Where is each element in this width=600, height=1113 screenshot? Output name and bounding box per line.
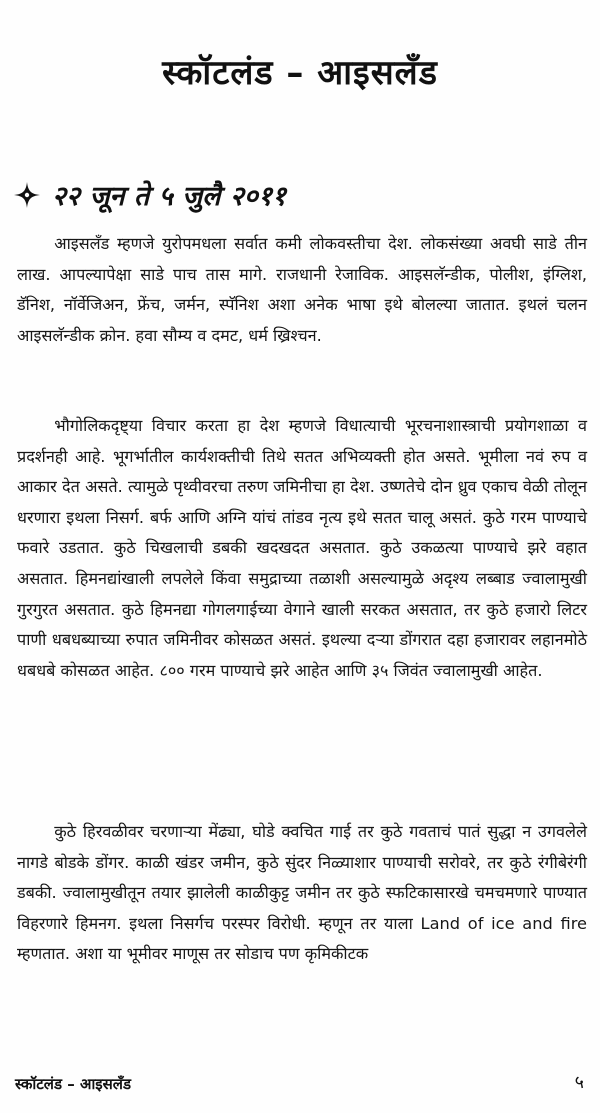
paragraph-block-2: [17, 411, 587, 686]
running-footer-title: स्कॉटलंड – आइसलँड: [15, 1075, 131, 1093]
paragraph-block-1: [17, 229, 587, 351]
paragraph: कुठे हिरवळीवर चरणाऱ्या मेंढ्या, घोडे क्वचित गाई तर कुठे गवताचं पातं सुद्धा न उगवलेले नागडे बोडके डोंगर. काळी खंडर जमीन, कुठे सुंदर निळ्याशार पाण्याची सरोवरे, तर कुठे रंगीबेरंगी डबकी. ज्वालामुखीतून तयार झालेली काळीकुट्ट जमीन तर कुठे स्फटिकासारखे चमचमणारे पाण्यात विहरणारे हिमनग. इथला निसर्गच परस्पर विरोधी. म्हणून तर याला Land of ice and fire म्हणतात. अशा या भूमीवर माणूस तर सोडाच पण कृमिकीटक: [17, 822, 587, 964]
date-heading: [14, 176, 286, 213]
page-number: ५: [574, 1072, 584, 1093]
paragraph: आइसलँड म्हणजे युरोपमधला सर्वात कमी लोकवस्तीचा देश. लोकसंख्या अवघी साडे तीन लाख. आपल्यापेक्षा साडे पाच तास मागे. राजधानी रेजाविक. आइसलॅन्डीक, पोलीश, इंग्लिश, डॅनिश, नॉर्वेजिअन, फ्रेंच, जर्मन, स्पॅनिश अशा अनेक भाषा इथे बोलल्या जातात. इथलं चलन आइसलॅन्डीक क्रोन. हवा सौम्य व दमट, धर्म ख्रिश्चन.: [17, 234, 587, 345]
chapter-title: स्कॉटलंड – आइसलँड: [162, 53, 438, 93]
date-heading-text: २२ जून ते ५ जुलै २०११: [52, 181, 287, 212]
four-point-star-icon: [14, 182, 40, 208]
paragraph-block-3: [17, 817, 587, 970]
paragraph: भौगोलिकदृष्ट्या विचार करता हा देश म्हणजे विधात्याची भूरचनाशास्त्राची प्रयोगशाळा व प्रदर्शनही आहे. भूगर्भातील कार्यशक्तीची तिथे सतत अभिव्यक्ती होत असते. भूमीला नवं रुप व आकार देत असते. त्यामुळे पृथ्वीवरचा तरुण जमिनीचा हा देश. उष्णतेचे दोन ध्रुव एकाच वेळी तोलून धरणारा इथला निसर्ग. बर्फ आणि अग्नि यांचं तांडव नृत्य इथे सतत चालू असतं. कुठे गरम पाण्याचे फवारे उडतात. कुठे चिखलाची डबकी खदखदत असतात. कुठे उकळत्या पाण्याचे झरे वहात असतात. हिमनद्यांखाली लपलेले किंवा समुद्राच्या तळाशी असल्यामुळे अदृश्य लब्बाड ज्वालामुखी गुरगुरत असतात. कुठे हिमनद्या गोगलगाईच्या वेगाने खाली सरकत असतात, तर कुठे हजारो लिटर पाणी धबधब्याच्या रुपात जमिनीवर कोसळत असतं. इथल्या दऱ्या डोंगरात दहा हजारावर लहानमोठे धबधबे कोसळत आहेत. ८०० गरम पाण्याचे झरे आहेत आणि ३५ जिवंत ज्वालामुखी आहेत.: [17, 416, 587, 680]
